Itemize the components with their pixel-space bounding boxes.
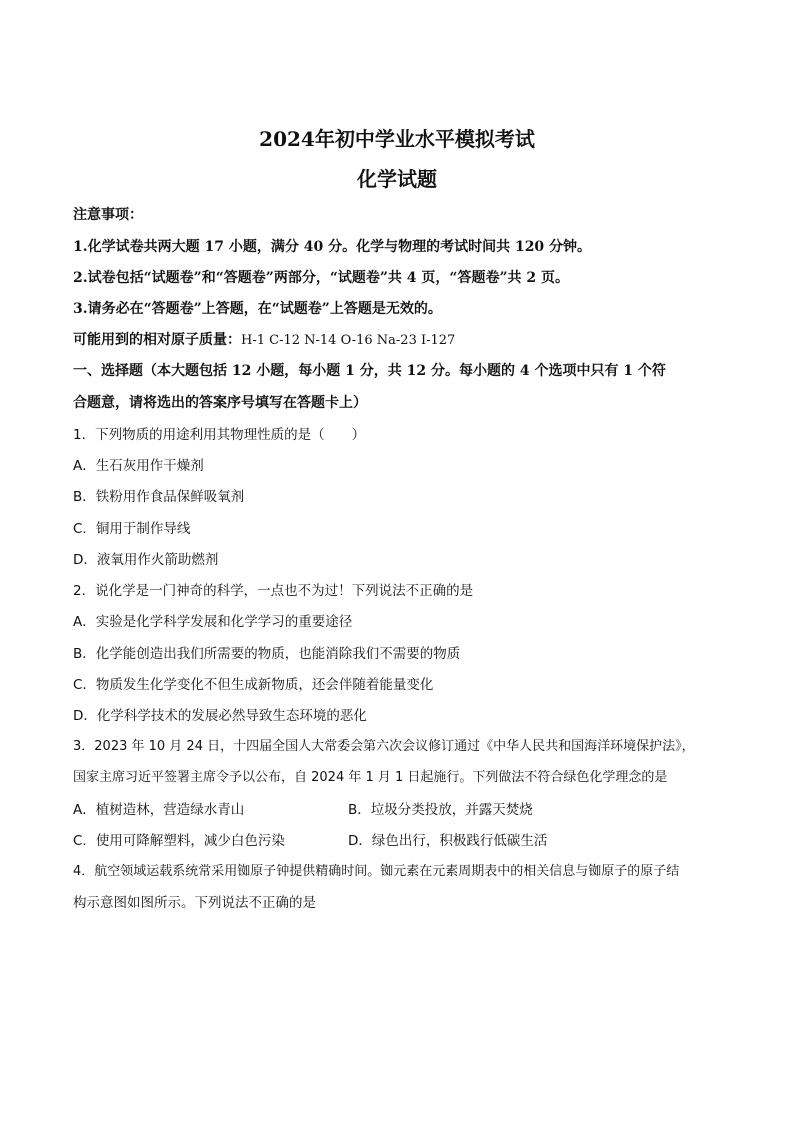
answer-option: B．垃圾分类投放，并露天焚烧 — [348, 802, 533, 818]
atomic-mass-label: 可能用到的相对原子质量： — [73, 332, 241, 348]
answer-option: D．化学科学技术的发展必然导致生态环境的恶化 — [73, 708, 367, 724]
question-stem-cont: 国家主席习近平签署主席令予以公布，自 2024 年 1 月 1 日起施行。下列做法不符合绿色化学理念的是 — [73, 770, 668, 785]
question-stem: 1．下列物质的用途利用其物理性质的是（ ） — [73, 427, 366, 443]
atomic-mass-values: H-1 C-12 N-14 O-16 Na-23 I-127 — [241, 333, 456, 348]
question-stem-cont: 构示意图如图所示。下列说法不正确的是 — [73, 895, 316, 911]
question-stem: 4．航空领域运载系统常采用铷原子钟提供精确时间。铷元素在元素周期表中的相关信息与铷原子的原子结 — [73, 864, 680, 879]
atomic-mass-line — [73, 331, 455, 350]
section-heading: 一、选择题（本大题包括 12 小题，每小题 1 分，共 12 分。每小题的 4 个选项中只有 1 个符 — [73, 363, 666, 379]
section-heading-cont: 合题意，请将选出的答案序号填写在答题卡上） — [73, 395, 367, 411]
answer-option: A．实验是化学科学发展和化学学习的重要途径 — [73, 614, 353, 630]
page-subtitle: 化学试题 — [357, 167, 437, 191]
answer-option: C．物质发生化学变化不但生成新物质，还会伴随着能量变化 — [73, 677, 434, 693]
note-item: 3.请务必在“答题卷”上答题，在“试题卷”上答题是无效的。 — [73, 301, 442, 317]
page-title: 2024年初中学业水平模拟考试 — [259, 127, 535, 151]
answer-option: D．液氧用作火箭助燃剂 — [73, 552, 219, 568]
question-stem: 3．2023 年 10 月 24 日，十四届全国人大常委会第六次会议修订通过《中华人民共和国海洋环境保护法》， — [73, 739, 695, 754]
answer-option: B．化学能创造出我们所需要的物质，也能消除我们不需要的物质 — [73, 646, 461, 662]
answer-option: D．绿色出行，积极践行低碳生活 — [348, 833, 548, 849]
notes-heading: 注意事项： — [73, 207, 143, 223]
answer-option: C．铜用于制作导线 — [73, 521, 191, 537]
note-item: 2.试卷包括“试题卷”和“答题卷”两部分，“试题卷”共 4 页，“答题卷”共 2 页。 — [73, 270, 570, 286]
answer-option: A．生石灰用作干燥剂 — [73, 458, 204, 474]
answer-option: A．植树造林，营造绿水青山 — [73, 802, 245, 818]
answer-option: C．使用可降解塑料，减少白色污染 — [73, 833, 285, 849]
answer-option: B．铁粉用作食品保鲜吸氧剂 — [73, 489, 245, 505]
question-stem: 2．说化学是一门神奇的科学，一点也不为过！下列说法不正确的是 — [73, 583, 474, 599]
note-item: 1.化学试卷共两大题 17 小题，满分 40 分。化学与物理的考试时间共 120 分钟。 — [73, 239, 592, 255]
